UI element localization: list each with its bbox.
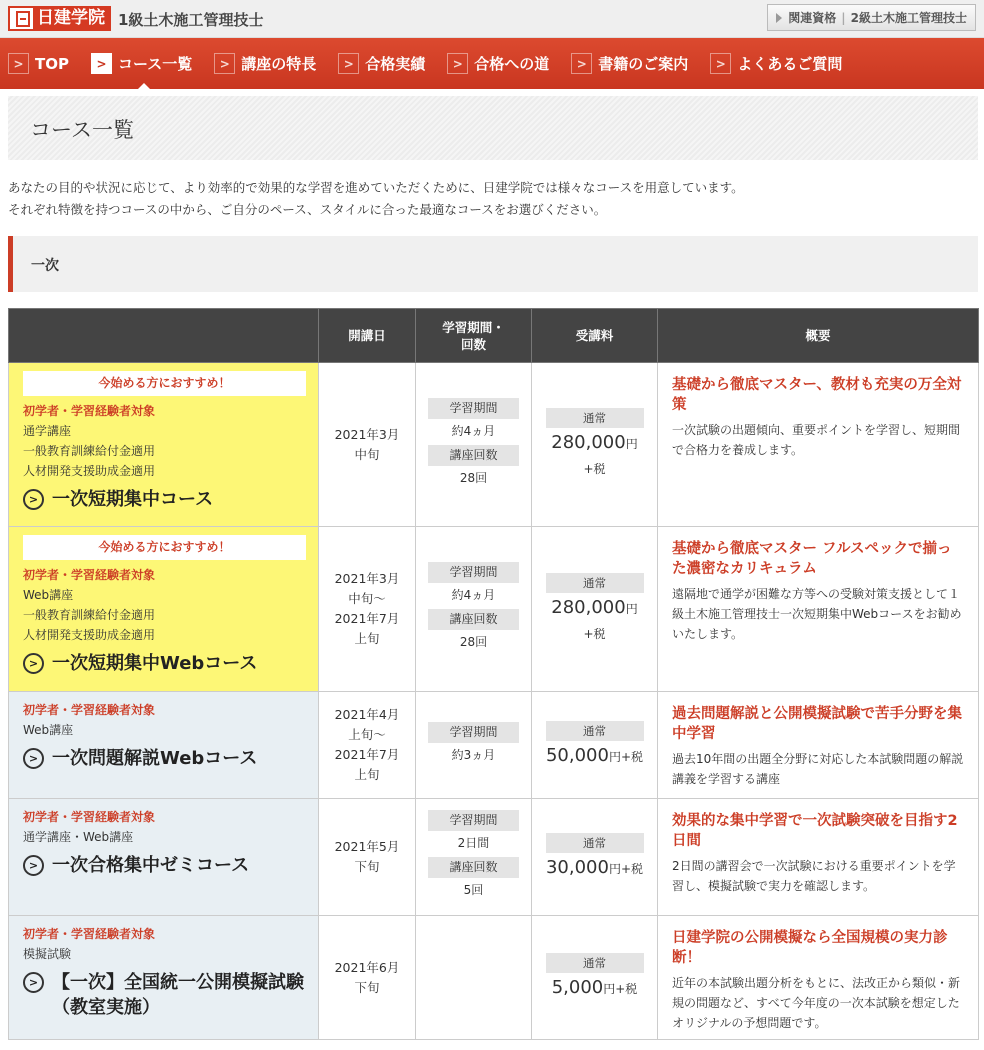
course-attribute: 人材開発支援助成金適用 xyxy=(23,464,156,478)
period-label: 学習期間 xyxy=(428,810,519,831)
separator: | xyxy=(841,10,846,25)
fee-amount: 280,000 xyxy=(551,432,626,453)
header-period-label: 学習期間・回数 xyxy=(442,319,505,352)
fee-label: 通常 xyxy=(546,953,644,973)
fee-tax: +税 xyxy=(615,982,638,996)
fee-tax: +税 xyxy=(583,626,606,641)
course-attribute: Web講座 xyxy=(23,588,74,602)
period-value: 2日間 xyxy=(457,836,490,850)
nav-item-label: 講座の特長 xyxy=(241,55,317,73)
intro-text xyxy=(8,177,744,221)
fee-label: 通常 xyxy=(546,721,644,741)
period-value: 約4ヵ月 xyxy=(451,423,496,438)
summary-text: 一次試験の出題傾向、重要ポイントを学習し、短期間で合格力を養成します。 xyxy=(672,423,961,457)
page-title: コース一覧 xyxy=(8,96,978,160)
summary-title: 過去問題解説と公開模擬試験で苦手分野を集中学習 xyxy=(672,706,962,742)
fee-amount: 30,000 xyxy=(545,856,609,878)
summary-text: 遠隔地で通学が困難な方等への受験対策支援として１級土木施工管理技士一次短期集中Webコースをお勧めいたします。 xyxy=(672,587,962,641)
start-date-line: 上旬 xyxy=(354,767,380,782)
nav-item-0[interactable] xyxy=(8,38,69,89)
main-nav xyxy=(0,38,984,89)
start-date-cell xyxy=(319,799,416,916)
table-row xyxy=(9,692,979,799)
fee-cell xyxy=(532,692,658,799)
start-date-line: 中旬～ xyxy=(348,591,386,606)
start-date-line: 2021年3月 xyxy=(334,571,400,586)
nav-item-2[interactable] xyxy=(214,38,316,89)
fee-cell xyxy=(532,799,658,916)
fee-value xyxy=(532,855,657,882)
course-name[interactable]: 一次問題解説Webコース xyxy=(52,748,258,769)
fee-label: 通常 xyxy=(546,833,644,853)
start-date-line: 2021年6月 xyxy=(334,959,400,975)
count-label: 講座回数 xyxy=(428,445,519,466)
header-fee: 受講料 xyxy=(532,309,658,363)
summary-cell xyxy=(658,527,979,692)
count-value: 28回 xyxy=(459,470,488,485)
related-qualification-button[interactable] xyxy=(767,4,976,31)
nav-item-4[interactable] xyxy=(447,38,549,89)
summary-title: 基礎から徹底マスター フルスペックで揃った濃密なカリキュラム xyxy=(672,541,952,577)
nav-item-6[interactable] xyxy=(710,38,842,89)
target-audience: 初学者・学習経験者対象 xyxy=(23,568,156,582)
fee-tax: +税 xyxy=(583,462,606,476)
nav-item-label: 合格への道 xyxy=(474,55,550,73)
fee-yen: 円 xyxy=(608,861,621,876)
start-date-line: 下旬 xyxy=(354,859,380,874)
target-audience: 初学者・学習経験者対象 xyxy=(23,810,156,824)
period-cell xyxy=(416,363,532,527)
summary-text: 2日間の講習会で一次試験における重要ポイントを学習し、模擬試験で実力を確認します。 xyxy=(672,859,956,893)
header-period xyxy=(416,309,532,363)
circle-arrow-icon: > xyxy=(23,972,44,993)
nav-item-label: 書籍のご案内 xyxy=(598,55,689,73)
fee-yen: 円 xyxy=(608,749,621,764)
table-row xyxy=(9,799,979,916)
course-name[interactable]: 一次合格集中ゼミコース xyxy=(52,855,250,876)
target-audience: 初学者・学習経験者対象 xyxy=(23,703,156,717)
count-label: 講座回数 xyxy=(428,609,519,630)
circle-arrow-icon: > xyxy=(23,748,44,769)
count-value: 5回 xyxy=(463,883,484,897)
period-cell xyxy=(416,692,532,799)
fee-yen: 円 xyxy=(625,437,638,451)
recommend-badge: 今始める方におすすめ！ xyxy=(23,371,306,396)
course-attribute: Web講座 xyxy=(23,723,74,737)
course-cell xyxy=(9,916,319,1040)
start-date-cell xyxy=(319,527,416,692)
start-date-cell xyxy=(319,692,416,799)
summary-text: 近年の本試験出題分析をもとに、法改正から類似・新規の問題など、すべて今年度の一次本試験を想定したオリジナルの予想問題です。 xyxy=(672,976,961,1030)
start-date-line: 上旬～ xyxy=(348,727,386,742)
course-name-link[interactable] xyxy=(23,487,306,512)
start-date-line: 2021年7月 xyxy=(334,747,400,762)
nav-item-1[interactable] xyxy=(91,38,192,89)
course-cell xyxy=(9,527,319,692)
chevron-right-icon: > xyxy=(710,53,731,74)
table-row xyxy=(9,527,979,692)
course-name[interactable]: 一次短期集中コース xyxy=(52,489,214,510)
period-cell xyxy=(416,799,532,916)
intro-line: あなたの目的や状況に応じて、より効率的で効果的な学習を進めていただくために、日建学院では様々なコースを用意しています。 xyxy=(8,180,744,195)
chevron-right-icon: > xyxy=(338,53,359,74)
related-link[interactable]: 2級土木施工管理技士 xyxy=(850,11,967,25)
course-table xyxy=(8,308,979,1040)
period-value: 約3ヵ月 xyxy=(451,747,496,762)
fee-value xyxy=(532,595,657,622)
fee-tax: +税 xyxy=(620,861,644,876)
nav-item-label: 合格実績 xyxy=(365,55,426,73)
period-cell xyxy=(416,916,532,1040)
course-cell xyxy=(9,692,319,799)
chevron-right-icon: > xyxy=(447,53,468,74)
fee-cell xyxy=(532,916,658,1040)
table-row xyxy=(9,916,979,1040)
course-attribute: 一般教育訓練給付金適用 xyxy=(23,444,156,458)
chevron-right-icon: > xyxy=(91,53,112,74)
start-date-cell xyxy=(319,916,416,1040)
course-name[interactable]: 一次短期集中Webコース xyxy=(52,653,258,674)
period-cell xyxy=(416,527,532,692)
fee-yen: 円 xyxy=(625,601,638,616)
course-attribute: 通学講座・Web講座 xyxy=(23,830,134,844)
fee-amount: 5,000 xyxy=(551,977,604,998)
period-label: 学習期間 xyxy=(428,722,519,743)
circle-arrow-icon: > xyxy=(23,855,44,876)
start-date-line: 2021年5月 xyxy=(334,839,400,854)
summary-cell xyxy=(658,799,979,916)
count-label: 講座回数 xyxy=(428,857,519,878)
nav-item-label: よくあるご質問 xyxy=(737,55,843,73)
summary-cell xyxy=(658,692,979,799)
chevron-right-icon: > xyxy=(214,53,235,74)
fee-label: 通常 xyxy=(546,408,644,428)
course-name[interactable]: 【一次】全国統一公開模擬試験（教室実施） xyxy=(52,972,304,1018)
circle-arrow-icon: > xyxy=(23,489,44,510)
course-cell xyxy=(9,363,319,527)
nav-item-3[interactable] xyxy=(338,38,425,89)
fee-cell xyxy=(532,527,658,692)
period-value: 約4ヵ月 xyxy=(451,588,496,602)
top-bar xyxy=(0,0,984,38)
count-value: 28回 xyxy=(459,635,488,649)
summary-title: 効果的な集中学習で一次試験突破を目指す2日間 xyxy=(672,813,958,849)
fee-value xyxy=(532,430,657,457)
summary-cell xyxy=(658,916,979,1040)
target-audience: 初学者・学習経験者対象 xyxy=(23,404,156,418)
summary-cell xyxy=(658,363,979,527)
start-date-cell xyxy=(319,363,416,527)
course-cell xyxy=(9,799,319,916)
fee-amount: 280,000 xyxy=(551,596,626,618)
start-date-line: 下旬 xyxy=(354,979,380,995)
target-audience: 初学者・学習経験者対象 xyxy=(23,927,156,941)
chevron-right-icon: > xyxy=(571,53,592,74)
summary-title: 基礎から徹底マスター、教材も充実の万全対策 xyxy=(672,377,962,413)
summary-title: 日建学院の公開模擬なら全国規模の実力診断！ xyxy=(672,930,948,966)
start-date-line: 2021年3月 xyxy=(334,426,400,442)
header-summary: 概要 xyxy=(658,309,979,363)
intro-line: それぞれ特徴を持つコースの中から、ご自分のペース、スタイルに合った最適なコースをお選びください。 xyxy=(8,202,607,217)
header-start-date: 開講日 xyxy=(319,309,416,363)
course-name-link[interactable] xyxy=(23,853,306,878)
recommend-badge: 今始める方におすすめ！ xyxy=(23,535,306,560)
logo-text: 日建学院 xyxy=(33,8,109,29)
header-course xyxy=(9,309,319,363)
section-heading: 一次 xyxy=(8,236,978,292)
start-date-line: 上旬 xyxy=(354,631,380,646)
fee-amount: 50,000 xyxy=(545,744,609,766)
chevron-right-icon: > xyxy=(8,53,29,74)
nikken-logo[interactable] xyxy=(8,6,111,31)
nav-item-label: TOP xyxy=(35,54,69,73)
fee-label: 通常 xyxy=(546,573,644,593)
start-date-line: 2021年7月 xyxy=(334,611,400,626)
table-header-row xyxy=(9,309,979,363)
fee-cell xyxy=(532,363,658,527)
period-label: 学習期間 xyxy=(428,562,519,583)
logo-mark-icon xyxy=(16,11,30,27)
course-attribute: 一般教育訓練給付金適用 xyxy=(23,608,156,622)
nav-item-5[interactable] xyxy=(571,38,688,89)
course-name-link[interactable] xyxy=(23,651,306,676)
course-attribute: 模擬試験 xyxy=(23,947,72,961)
start-date-line: 2021年4月 xyxy=(334,707,400,722)
summary-text: 過去10年間の出題全分野に対応した本試験問題の解説講義を学習する講座 xyxy=(672,752,964,786)
fee-yen: 円 xyxy=(603,982,616,996)
nav-item-label: コース一覧 xyxy=(117,55,193,73)
site-name: 1級土木施工管理技士 xyxy=(118,11,264,29)
course-name-link[interactable] xyxy=(23,970,306,1020)
course-name-link[interactable] xyxy=(23,746,306,771)
play-arrow-icon xyxy=(776,13,782,23)
course-attribute: 通学講座 xyxy=(23,424,72,438)
start-date-line: 中旬 xyxy=(354,446,380,462)
circle-arrow-icon: > xyxy=(23,653,44,674)
fee-value xyxy=(532,743,657,770)
period-label: 学習期間 xyxy=(428,398,519,419)
table-row xyxy=(9,363,979,527)
related-label: 関連資格 xyxy=(788,11,837,25)
fee-value xyxy=(532,975,657,1002)
course-attribute: 人材開発支援助成金適用 xyxy=(23,628,156,642)
fee-tax: +税 xyxy=(620,749,644,764)
